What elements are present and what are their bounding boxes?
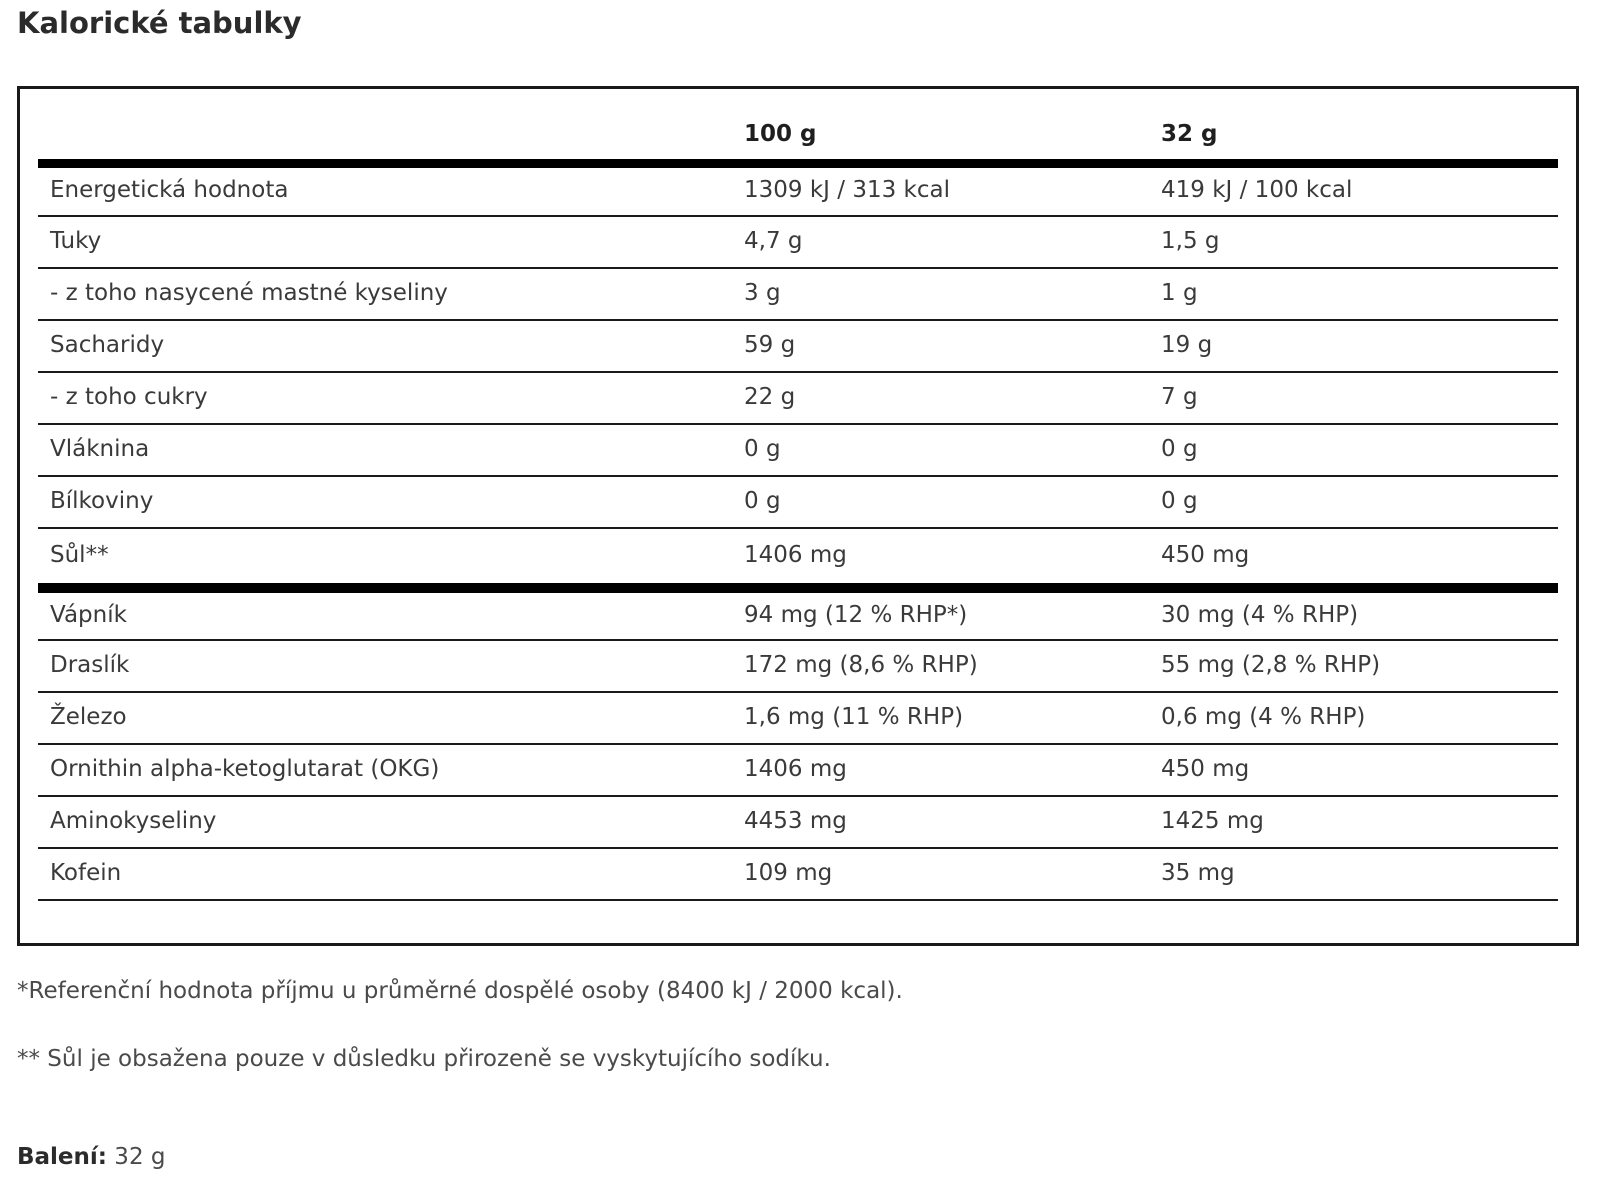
value-per-100g: 1406 mg — [744, 744, 1161, 796]
value-per-100g: 4,7 g — [744, 216, 1161, 268]
nutrient-name: Bílkoviny — [38, 476, 744, 528]
value-per-portion: 1,5 g — [1161, 216, 1558, 268]
table-row — [38, 744, 1558, 796]
table-row — [38, 640, 1558, 692]
package-info — [17, 1144, 166, 1170]
table-row — [38, 164, 1558, 216]
nutrient-name: Ornithin alpha-ketoglutarat (OKG) — [38, 744, 744, 796]
value-per-portion: 1 g — [1161, 268, 1558, 320]
value-per-100g: 109 mg — [744, 848, 1161, 900]
value-per-portion: 419 kJ / 100 kcal — [1161, 164, 1558, 216]
value-per-portion: 0,6 mg (4 % RHP) — [1161, 692, 1558, 744]
nutrient-name: Energetická hodnota — [38, 164, 744, 216]
value-per-100g: 1,6 mg (11 % RHP) — [744, 692, 1161, 744]
nutrient-name: Kofein — [38, 848, 744, 900]
header-nutrient — [38, 109, 744, 164]
value-per-portion: 1425 mg — [1161, 796, 1558, 848]
value-per-100g: 59 g — [744, 320, 1161, 372]
value-per-100g: 1406 mg — [744, 528, 1161, 588]
table-row — [38, 476, 1558, 528]
page-title: Kalorické tabulky — [17, 6, 302, 40]
table-header-row — [38, 109, 1558, 164]
nutrition-table — [38, 109, 1558, 901]
nutrient-name: - z toho nasycené mastné kyseliny — [38, 268, 744, 320]
table-row — [38, 692, 1558, 744]
package-label: Balení: — [17, 1144, 107, 1170]
table-row — [38, 424, 1558, 476]
value-per-portion: 35 mg — [1161, 848, 1558, 900]
value-per-100g: 22 g — [744, 372, 1161, 424]
header-per-100g: 100 g — [744, 109, 1161, 164]
nutrient-name: Sůl** — [38, 528, 744, 588]
nutrient-name: - z toho cukry — [38, 372, 744, 424]
value-per-100g: 172 mg (8,6 % RHP) — [744, 640, 1161, 692]
table-row — [38, 320, 1558, 372]
table-row — [38, 268, 1558, 320]
value-per-portion: 0 g — [1161, 424, 1558, 476]
nutrient-name: Draslík — [38, 640, 744, 692]
nutrient-name: Železo — [38, 692, 744, 744]
table-row — [38, 848, 1558, 900]
table-row — [38, 216, 1558, 268]
footnote-salt: ** Sůl je obsažena pouze v důsledku přirozeně se vyskytujícího sodíku. — [17, 1046, 831, 1072]
value-per-portion: 0 g — [1161, 476, 1558, 528]
table-row — [38, 528, 1558, 588]
nutrient-name: Tuky — [38, 216, 744, 268]
table-row — [38, 796, 1558, 848]
value-per-portion: 30 mg (4 % RHP) — [1161, 588, 1558, 640]
value-per-portion: 19 g — [1161, 320, 1558, 372]
nutrition-table-box — [17, 86, 1579, 946]
value-per-portion: 7 g — [1161, 372, 1558, 424]
nutrient-name: Vápník — [38, 588, 744, 640]
nutrient-name: Vláknina — [38, 424, 744, 476]
value-per-100g: 1309 kJ / 313 kcal — [744, 164, 1161, 216]
package-value: 32 g — [107, 1144, 166, 1170]
header-per-portion: 32 g — [1161, 109, 1558, 164]
nutrient-name: Sacharidy — [38, 320, 744, 372]
value-per-100g: 0 g — [744, 424, 1161, 476]
footnote-reference-intake: *Referenční hodnota příjmu u průměrné dospělé osoby (8400 kJ / 2000 kcal). — [17, 978, 903, 1004]
table-row — [38, 588, 1558, 640]
value-per-portion: 450 mg — [1161, 744, 1558, 796]
value-per-portion: 55 mg (2,8 % RHP) — [1161, 640, 1558, 692]
nutrient-name: Aminokyseliny — [38, 796, 744, 848]
value-per-100g: 3 g — [744, 268, 1161, 320]
value-per-100g: 94 mg (12 % RHP*) — [744, 588, 1161, 640]
table-row — [38, 372, 1558, 424]
value-per-portion: 450 mg — [1161, 528, 1558, 588]
value-per-100g: 4453 mg — [744, 796, 1161, 848]
value-per-100g: 0 g — [744, 476, 1161, 528]
